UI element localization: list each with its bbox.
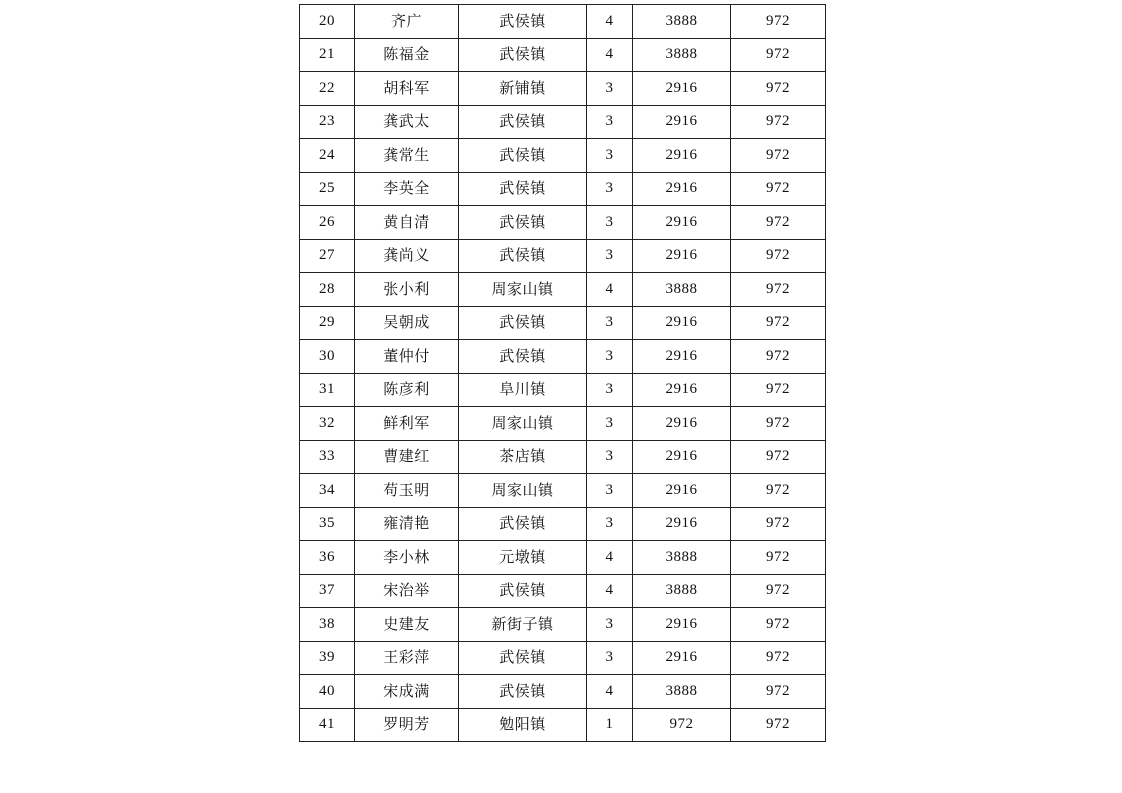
- cell-serial-number: 32: [300, 407, 355, 441]
- cell-amount: 2916: [633, 239, 731, 273]
- cell-serial-number: 22: [300, 72, 355, 106]
- cell-count: 4: [587, 541, 633, 575]
- cell-count: 4: [587, 574, 633, 608]
- cell-serial-number: 23: [300, 105, 355, 139]
- cell-town: 武侯镇: [459, 105, 587, 139]
- cell-count: 3: [587, 105, 633, 139]
- cell-amount: 3888: [633, 675, 731, 709]
- cell-serial-number: 28: [300, 273, 355, 307]
- cell-amount: 2916: [633, 474, 731, 508]
- table-row: [300, 641, 826, 675]
- cell-person-name: 宋成满: [355, 675, 459, 709]
- cell-count: 3: [587, 608, 633, 642]
- table-row: [300, 5, 826, 39]
- cell-town: 新街子镇: [459, 608, 587, 642]
- table-row: [300, 139, 826, 173]
- cell-standard: 972: [731, 72, 826, 106]
- cell-serial-number: 24: [300, 139, 355, 173]
- cell-standard: 972: [731, 172, 826, 206]
- cell-town: 茶店镇: [459, 440, 587, 474]
- cell-person-name: 李英全: [355, 172, 459, 206]
- table-row: [300, 340, 826, 374]
- table-row: [300, 708, 826, 742]
- cell-person-name: 陈彦利: [355, 373, 459, 407]
- cell-count: 3: [587, 239, 633, 273]
- cell-count: 3: [587, 206, 633, 240]
- table-row: [300, 574, 826, 608]
- cell-serial-number: 33: [300, 440, 355, 474]
- table-row: [300, 306, 826, 340]
- cell-count: 3: [587, 507, 633, 541]
- cell-serial-number: 25: [300, 172, 355, 206]
- cell-town: 武侯镇: [459, 675, 587, 709]
- cell-count: 3: [587, 139, 633, 173]
- cell-person-name: 苟玉明: [355, 474, 459, 508]
- cell-person-name: 龚武太: [355, 105, 459, 139]
- table-row: [300, 507, 826, 541]
- cell-count: 3: [587, 340, 633, 374]
- table-row: [300, 407, 826, 441]
- cell-town: 周家山镇: [459, 407, 587, 441]
- cell-count: 4: [587, 5, 633, 39]
- cell-standard: 972: [731, 474, 826, 508]
- cell-person-name: 张小利: [355, 273, 459, 307]
- cell-amount: 2916: [633, 172, 731, 206]
- cell-person-name: 罗明芳: [355, 708, 459, 742]
- cell-standard: 972: [731, 708, 826, 742]
- cell-person-name: 史建友: [355, 608, 459, 642]
- cell-town: 武侯镇: [459, 139, 587, 173]
- table-row: [300, 273, 826, 307]
- cell-serial-number: 27: [300, 239, 355, 273]
- cell-standard: 972: [731, 340, 826, 374]
- cell-amount: 2916: [633, 608, 731, 642]
- cell-count: 4: [587, 38, 633, 72]
- cell-amount: 3888: [633, 273, 731, 307]
- cell-amount: 2916: [633, 206, 731, 240]
- cell-standard: 972: [731, 239, 826, 273]
- cell-amount: 3888: [633, 574, 731, 608]
- roster-table-body: [300, 5, 826, 742]
- cell-count: 3: [587, 407, 633, 441]
- cell-amount: 2916: [633, 72, 731, 106]
- cell-standard: 972: [731, 574, 826, 608]
- cell-standard: 972: [731, 139, 826, 173]
- cell-person-name: 齐广: [355, 5, 459, 39]
- cell-person-name: 陈福金: [355, 38, 459, 72]
- cell-serial-number: 29: [300, 306, 355, 340]
- cell-count: 1: [587, 708, 633, 742]
- cell-town: 新铺镇: [459, 72, 587, 106]
- cell-standard: 972: [731, 541, 826, 575]
- table-row: [300, 541, 826, 575]
- table-row: [300, 373, 826, 407]
- cell-town: 武侯镇: [459, 38, 587, 72]
- table-row: [300, 440, 826, 474]
- cell-town: 武侯镇: [459, 5, 587, 39]
- cell-standard: 972: [731, 507, 826, 541]
- cell-amount: 2916: [633, 105, 731, 139]
- cell-amount: 2916: [633, 507, 731, 541]
- cell-serial-number: 20: [300, 5, 355, 39]
- cell-amount: 2916: [633, 340, 731, 374]
- cell-serial-number: 39: [300, 641, 355, 675]
- roster-table: [299, 4, 826, 742]
- cell-amount: 2916: [633, 373, 731, 407]
- cell-person-name: 吴朝成: [355, 306, 459, 340]
- table-row: [300, 38, 826, 72]
- cell-person-name: 龚尚义: [355, 239, 459, 273]
- cell-count: 3: [587, 373, 633, 407]
- table-row: [300, 172, 826, 206]
- cell-town: 周家山镇: [459, 474, 587, 508]
- cell-standard: 972: [731, 105, 826, 139]
- table-row: [300, 608, 826, 642]
- cell-town: 勉阳镇: [459, 708, 587, 742]
- cell-amount: 972: [633, 708, 731, 742]
- cell-count: 4: [587, 675, 633, 709]
- cell-person-name: 黄自清: [355, 206, 459, 240]
- cell-count: 3: [587, 306, 633, 340]
- cell-count: 3: [587, 474, 633, 508]
- cell-serial-number: 26: [300, 206, 355, 240]
- cell-count: 3: [587, 641, 633, 675]
- cell-standard: 972: [731, 641, 826, 675]
- table-row: [300, 239, 826, 273]
- cell-amount: 2916: [633, 407, 731, 441]
- cell-town: 武侯镇: [459, 574, 587, 608]
- cell-serial-number: 35: [300, 507, 355, 541]
- cell-standard: 972: [731, 373, 826, 407]
- cell-town: 武侯镇: [459, 206, 587, 240]
- cell-standard: 972: [731, 608, 826, 642]
- cell-amount: 3888: [633, 38, 731, 72]
- cell-person-name: 宋治举: [355, 574, 459, 608]
- table-row: [300, 72, 826, 106]
- cell-standard: 972: [731, 38, 826, 72]
- cell-person-name: 董仲付: [355, 340, 459, 374]
- cell-count: 3: [587, 172, 633, 206]
- cell-count: 3: [587, 72, 633, 106]
- cell-standard: 972: [731, 306, 826, 340]
- cell-person-name: 李小林: [355, 541, 459, 575]
- cell-amount: 3888: [633, 5, 731, 39]
- cell-amount: 2916: [633, 641, 731, 675]
- cell-amount: 2916: [633, 440, 731, 474]
- cell-person-name: 王彩萍: [355, 641, 459, 675]
- cell-town: 武侯镇: [459, 507, 587, 541]
- cell-serial-number: 30: [300, 340, 355, 374]
- cell-standard: 972: [731, 675, 826, 709]
- cell-town: 武侯镇: [459, 340, 587, 374]
- cell-serial-number: 21: [300, 38, 355, 72]
- cell-person-name: 胡科军: [355, 72, 459, 106]
- table-row: [300, 105, 826, 139]
- cell-town: 阜川镇: [459, 373, 587, 407]
- cell-person-name: 雍清艳: [355, 507, 459, 541]
- table-row: [300, 675, 826, 709]
- cell-standard: 972: [731, 407, 826, 441]
- cell-standard: 972: [731, 440, 826, 474]
- cell-person-name: 曹建红: [355, 440, 459, 474]
- cell-standard: 972: [731, 273, 826, 307]
- cell-standard: 972: [731, 5, 826, 39]
- cell-town: 武侯镇: [459, 306, 587, 340]
- cell-town: 武侯镇: [459, 172, 587, 206]
- cell-serial-number: 40: [300, 675, 355, 709]
- cell-amount: 3888: [633, 541, 731, 575]
- table-row: [300, 474, 826, 508]
- cell-amount: 2916: [633, 306, 731, 340]
- cell-person-name: 鲜利军: [355, 407, 459, 441]
- cell-serial-number: 31: [300, 373, 355, 407]
- cell-town: 武侯镇: [459, 239, 587, 273]
- cell-serial-number: 41: [300, 708, 355, 742]
- cell-town: 元墩镇: [459, 541, 587, 575]
- cell-town: 周家山镇: [459, 273, 587, 307]
- cell-serial-number: 37: [300, 574, 355, 608]
- cell-person-name: 龚常生: [355, 139, 459, 173]
- table-row: [300, 206, 826, 240]
- cell-count: 4: [587, 273, 633, 307]
- cell-standard: 972: [731, 206, 826, 240]
- cell-count: 3: [587, 440, 633, 474]
- cell-serial-number: 38: [300, 608, 355, 642]
- cell-amount: 2916: [633, 139, 731, 173]
- cell-serial-number: 36: [300, 541, 355, 575]
- cell-town: 武侯镇: [459, 641, 587, 675]
- cell-serial-number: 34: [300, 474, 355, 508]
